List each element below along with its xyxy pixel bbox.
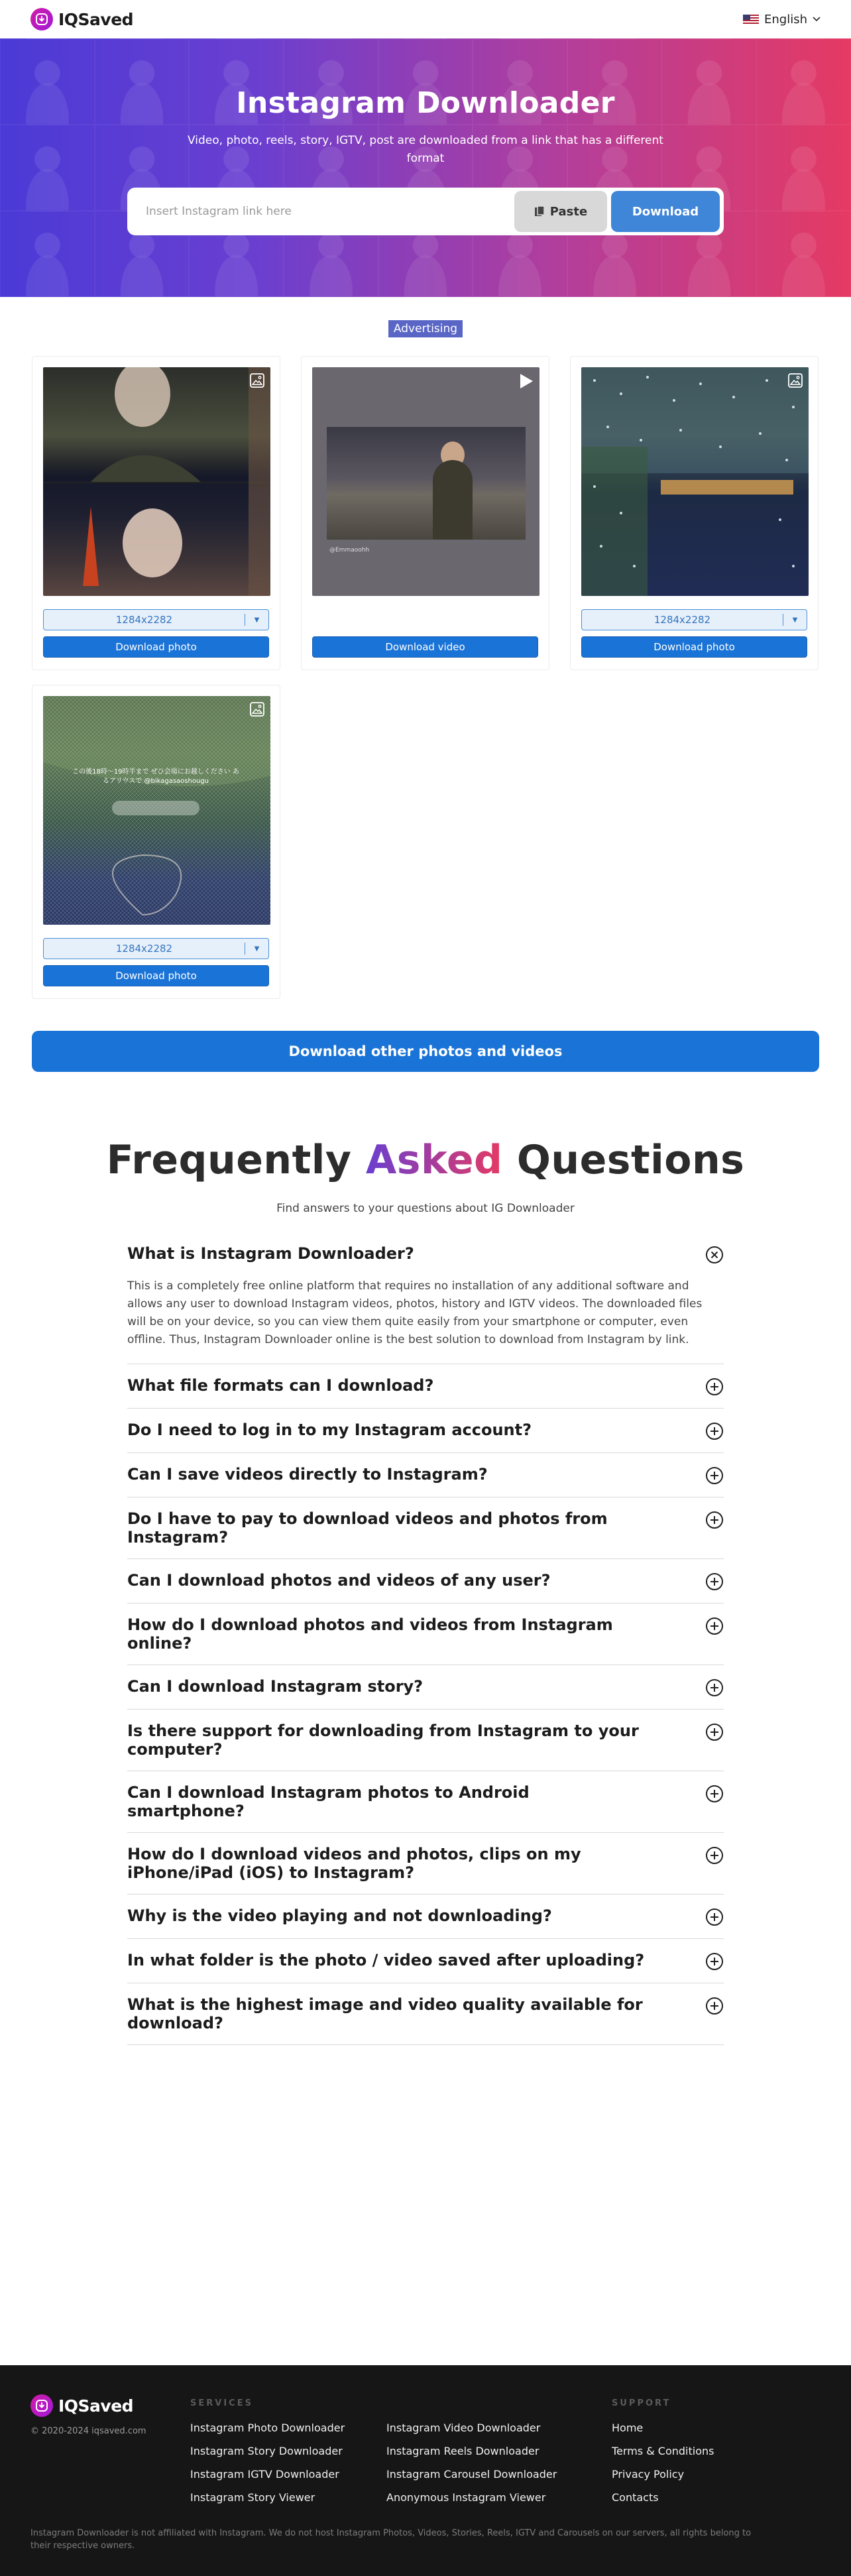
- plus-circle-icon[interactable]: [705, 1511, 724, 1529]
- link-search-box: [127, 188, 724, 235]
- faq-answer: This is a completely free online platform that requires no installation of any additional software and allows any user to download Instagram videos, photos, history and IGTV videos. The downloaded files will be on your device, so you can view them quite easily from your smartphone or computer, even offline. Thus, Instagram Downloader online is the best solution to download from Instagram by link.: [127, 1279, 703, 1346]
- faq-question-row[interactable]: [127, 1677, 724, 1697]
- advertising-badge: Advertising: [388, 320, 463, 337]
- play-icon: [517, 373, 534, 392]
- faq-question: Can I download photos and videos of any user?: [127, 1571, 551, 1590]
- footer-service-link[interactable]: Instagram Photo Downloader: [190, 2422, 345, 2434]
- faq-question: What file formats can I download?: [127, 1376, 434, 1395]
- language-selector[interactable]: [743, 13, 821, 27]
- chevron-down-icon: [813, 17, 821, 22]
- footer-service-link[interactable]: Instagram IGTV Downloader: [190, 2468, 339, 2481]
- plus-circle-icon[interactable]: [705, 1422, 724, 1440]
- video-caption: @Emmaoohh: [329, 547, 370, 554]
- resolution-select[interactable]: [43, 609, 269, 630]
- faq-list: [127, 1244, 724, 2045]
- faq-question: Is there support for downloading from Instagram to your computer?: [127, 1722, 639, 1759]
- faq-question: Why is the video playing and not downloading?: [127, 1906, 552, 1925]
- faq-question-row[interactable]: [127, 1783, 724, 1820]
- faq-title: [0, 1137, 851, 1183]
- footer-service-link[interactable]: Instagram Story Downloader: [190, 2445, 343, 2457]
- download-photo-button[interactable]: Download photo: [43, 636, 269, 658]
- hero-section: [0, 38, 851, 297]
- faq-title-end: Questions: [516, 1137, 745, 1183]
- media-card: [301, 356, 549, 670]
- photo-type-icon: [787, 373, 803, 391]
- faq-question-row[interactable]: [127, 1376, 724, 1396]
- resolution-value: 1284x2282: [115, 943, 173, 955]
- hero-subtitle: Video, photo, reels, story, IGTV, post are downloaded from a link that has a different format: [188, 134, 663, 165]
- faq-subtitle: Find answers to your questions about IG Downloader: [276, 1202, 575, 1215]
- download-video-button[interactable]: Download video: [312, 636, 538, 658]
- instagram-link-input[interactable]: [146, 205, 514, 218]
- video-preview-frame: [327, 427, 526, 540]
- faq-item[interactable]: [127, 1497, 724, 1559]
- faq-item[interactable]: [127, 1771, 724, 1833]
- logo-icon: [30, 8, 53, 30]
- faq-item[interactable]: [127, 1364, 724, 1409]
- resolution-value: 1284x2282: [653, 614, 711, 626]
- top-header: [0, 0, 851, 38]
- faq-question-row[interactable]: [127, 1722, 724, 1759]
- footer-service-link[interactable]: Instagram Video Downloader: [386, 2422, 541, 2434]
- site-footer: [0, 2365, 851, 2576]
- resolution-select[interactable]: [43, 938, 269, 959]
- footer-service-link[interactable]: Instagram Reels Downloader: [386, 2445, 539, 2457]
- media-results-grid: [32, 356, 819, 999]
- footer-support-link[interactable]: Home: [612, 2422, 644, 2434]
- support-column: [612, 2422, 714, 2504]
- services-column-1: [190, 2422, 345, 2504]
- faq-item[interactable]: [127, 1409, 724, 1453]
- faq-question-row[interactable]: [127, 1421, 724, 1440]
- faq-item[interactable]: [127, 1983, 724, 2045]
- footer-support-link[interactable]: Terms & Conditions: [612, 2445, 714, 2457]
- faq-question: What is the highest image and video quality available for download?: [127, 1995, 643, 2032]
- faq-question-row[interactable]: [127, 1465, 724, 1485]
- faq-question: How do I download videos and photos, clips on my iPhone/iPad (iOS) to Instagram?: [127, 1845, 581, 1882]
- close-circle-icon[interactable]: [705, 1246, 724, 1264]
- plus-circle-icon[interactable]: [705, 1908, 724, 1926]
- faq-question-row[interactable]: [127, 1509, 724, 1547]
- media-card: [570, 356, 819, 670]
- media-thumbnail[interactable]: [312, 367, 539, 596]
- footer-support-link[interactable]: Contacts: [612, 2491, 659, 2504]
- footer-support-link[interactable]: Privacy Policy: [612, 2468, 685, 2481]
- photo-type-icon: [249, 373, 265, 391]
- faq-title-accent: Asked: [365, 1137, 503, 1183]
- media-thumbnail[interactable]: [581, 367, 809, 596]
- faq-question-row[interactable]: [127, 1906, 724, 1926]
- footer-service-link[interactable]: Anonymous Instagram Viewer: [386, 2491, 546, 2504]
- plus-circle-icon[interactable]: [705, 1617, 724, 1635]
- faq-question: Can I download Instagram photos to Android smartphone?: [127, 1783, 530, 1820]
- faq-item[interactable]: [127, 1665, 724, 1710]
- caret-down-icon: ▼: [783, 614, 807, 626]
- faq-question-row[interactable]: [127, 1845, 724, 1882]
- download-other-button[interactable]: Download other photos and videos: [32, 1031, 819, 1072]
- photo-caption-overlay: この後18時〜19時半まで ぜひ会場にお越しください あるアリウスで @bikagasaoshougu: [72, 768, 239, 785]
- faq-item[interactable]: [127, 1895, 724, 1939]
- paste-button[interactable]: [514, 191, 607, 232]
- faq-question: How do I download photos and videos from Instagram online?: [127, 1615, 613, 1653]
- faq-question: Can I download Instagram story?: [127, 1677, 424, 1696]
- caret-down-icon: ▼: [245, 943, 268, 955]
- media-thumbnail[interactable]: [43, 367, 270, 596]
- media-thumbnail[interactable]: [43, 696, 270, 925]
- plus-circle-icon[interactable]: [705, 1678, 724, 1697]
- faq-question-row[interactable]: [127, 1615, 724, 1653]
- download-photo-button[interactable]: Download photo: [581, 636, 807, 658]
- faq-title-start: Frequently: [106, 1137, 352, 1183]
- download-photo-button[interactable]: Download photo: [43, 965, 269, 986]
- plus-circle-icon[interactable]: [705, 1723, 724, 1741]
- site-logo[interactable]: [30, 8, 133, 30]
- clipboard-icon: [534, 205, 545, 217]
- us-flag-icon: [743, 15, 759, 25]
- services-column-2: [386, 2422, 557, 2504]
- footer-copyright: © 2020-2024 iqsaved.com: [30, 2426, 146, 2436]
- faq-question-row[interactable]: [127, 1951, 724, 1971]
- paste-label: Paste: [549, 204, 588, 219]
- download-button[interactable]: Download: [611, 191, 720, 232]
- faq-item[interactable]: [127, 1453, 724, 1497]
- resolution-value: 1284x2282: [115, 614, 173, 626]
- faq-question: In what folder is the photo / video saved after uploading?: [127, 1951, 645, 1969]
- media-card: [32, 356, 280, 670]
- faq-question: Do I need to log in to my Instagram account?: [127, 1421, 532, 1439]
- services-heading: SERVICES: [190, 2398, 253, 2408]
- footer-disclaimer: Instagram Downloader is not affiliated with Instagram. We do not host Instagram Photos, Videos, Stories, Reels, IGTV and Carousels on our servers, all rights belong to their respective owners.: [30, 2528, 752, 2551]
- plus-circle-icon[interactable]: [705, 1572, 724, 1591]
- faq-item[interactable]: [127, 1710, 724, 1771]
- plus-circle-icon[interactable]: [705, 1466, 724, 1485]
- footer-service-link[interactable]: Instagram Story Viewer: [190, 2491, 315, 2504]
- media-card: [32, 685, 280, 999]
- hero-title: Instagram Downloader: [236, 86, 615, 120]
- footer-logo-text: IQSaved: [58, 2396, 134, 2416]
- plus-circle-icon[interactable]: [705, 1997, 724, 2015]
- photo-type-icon: [249, 701, 265, 720]
- caret-down-icon: ▼: [245, 614, 268, 626]
- faq-item[interactable]: [127, 1604, 724, 1665]
- faq-question-row[interactable]: [127, 1571, 724, 1591]
- logo-icon: [30, 2394, 53, 2417]
- footer-logo[interactable]: [30, 2394, 133, 2417]
- faq-question-row[interactable]: [127, 1244, 724, 1264]
- faq-question: Do I have to pay to download videos and photos from Instagram?: [127, 1509, 608, 1547]
- faq-item[interactable]: [127, 1244, 724, 1364]
- faq-question: Can I save videos directly to Instagram?: [127, 1465, 488, 1484]
- plus-circle-icon[interactable]: [705, 1785, 724, 1803]
- plus-circle-icon[interactable]: [705, 1377, 724, 1396]
- faq-question: What is Instagram Downloader?: [127, 1244, 414, 1263]
- plus-circle-icon[interactable]: [705, 1952, 724, 1971]
- faq-item[interactable]: [127, 1939, 724, 1983]
- faq-item[interactable]: [127, 1833, 724, 1895]
- faq-question-row[interactable]: [127, 1995, 724, 2032]
- faq-item[interactable]: [127, 1559, 724, 1604]
- logo-text: IQSaved: [58, 9, 134, 29]
- language-label: English: [764, 12, 807, 27]
- resolution-select[interactable]: [581, 609, 807, 630]
- footer-service-link[interactable]: Instagram Carousel Downloader: [386, 2468, 557, 2481]
- support-heading: SUPPORT: [612, 2398, 671, 2408]
- plus-circle-icon[interactable]: [705, 1846, 724, 1865]
